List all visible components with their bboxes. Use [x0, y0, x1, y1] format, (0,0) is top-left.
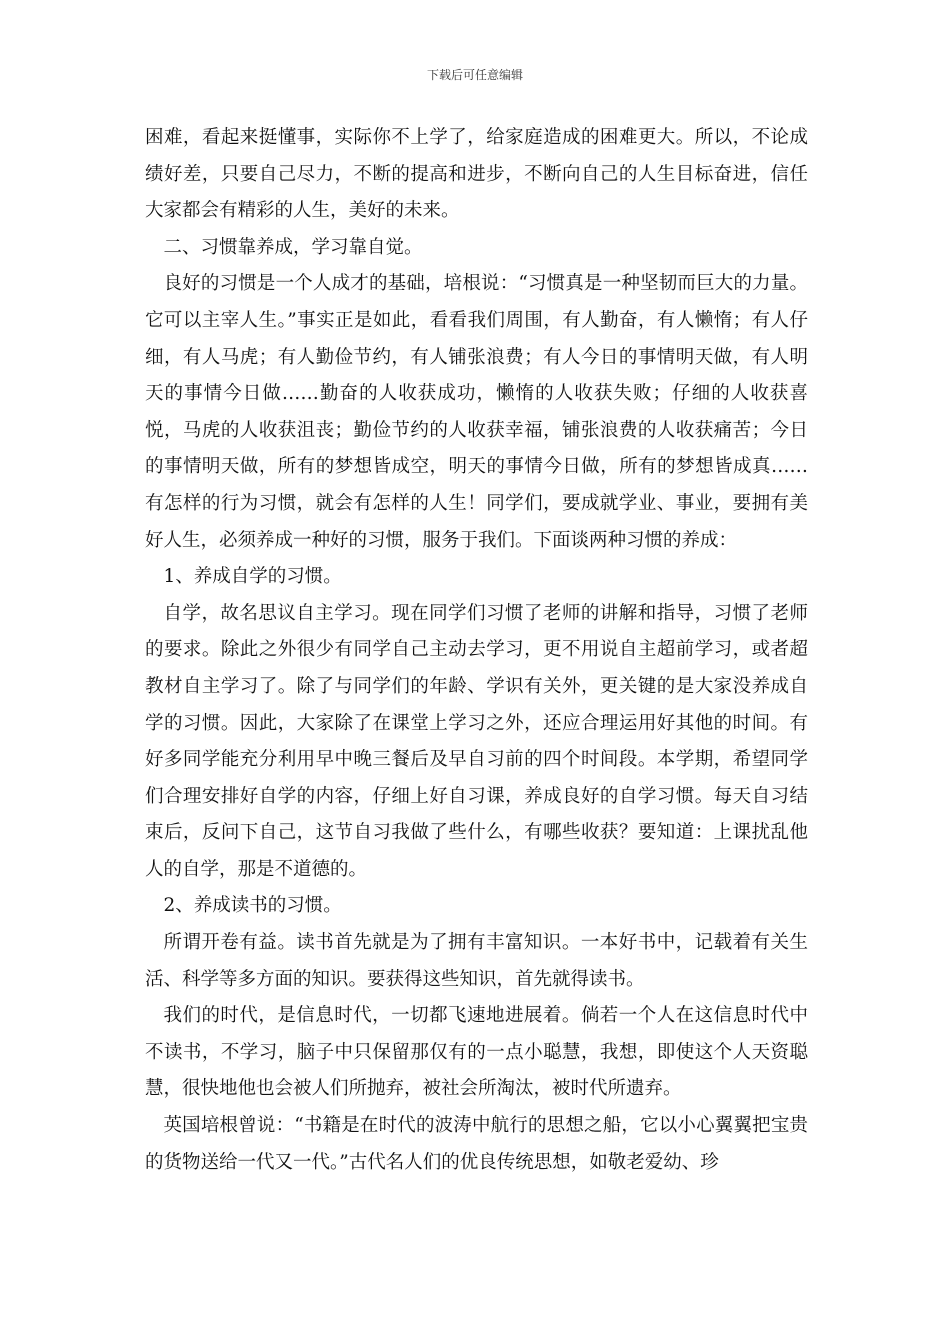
section-heading: 二、习惯靠养成，学习靠自觉。 [163, 236, 423, 258]
paragraph: 困难，看起来挺懂事，实际你不上学了，给家庭造成的困难更大。所以，不论成绩好差，只要自己尽力，不断的提高和进步，不断向自己的人生目标奋进，信任大家都会有精彩的人生，美好的未来。 [145, 127, 808, 222]
paragraph: 英国培根曾说：“书籍是在时代的波涛中航行的思想之船，它以小心翼翼把宝贵的货物送给一代又一代。”古代名人们的优良传统思想，如敬老爱幼、珍 [145, 1115, 808, 1173]
page-header: 下载后可任意编辑 [426, 68, 523, 82]
paragraph: 所谓开卷有益。读书首先就是为了拥有丰富知识。一本好书中，记载着有关生活、科学等多方面的知识。要获得这些知识，首先就得读书。 [145, 932, 808, 990]
paragraph: 自学，故名思议自主学习。现在同学们习惯了老师的讲解和指导，习惯了老师的要求。除此之外很少有同学自己主动去学习，更不用说自主超前学习，或者超教材自主学习了。除了与同学们的年龄、学识有关外，更关键的是大家没养成自学的习惯。因此，大家除了在课堂上学习之外，还应合理运用好其他的时间。有好多同学能充分利用早中晚三餐后及早自习前的四个时间段。本学期，希望同学们合理安排好自学的内容，仔细上好自习课，养成良好的自学习惯。每天自习结束后，反问下自己，这节自习我做了些什么，有哪些收获？要知道：上课扰乱他人的自学，那是不道德的。 [145, 602, 808, 880]
paragraph: 良好的习惯是一个人成才的基础，培根说：“习惯真是一种坚韧而巨大的力量。它可以主宰人生。”事实正是如此，看看我们周围，有人勤奋，有人懒惰；有人仔细，有人马虎；有人勤俭节约，有人铺张浪费；有人今日的事情明天做，有人明天的事情今日做……勤奋的人收获成功，懒惰的人收获失败；仔细的人收获喜悦，马虎的人收获沮丧；勤俭节约的人收获幸福，铺张浪费的人收获痛苦；今日的事情明天做，所有的梦想皆成空，明天的事情今日做，所有的梦想皆成真……有怎样的行为习惯，就会有怎样的人生！同学们，要成就学业、事业，要拥有美好人生，必须养成一种好的习惯，服务于我们。下面谈两种习惯的养成： [145, 273, 808, 551]
subsection-heading: 1、养成自学的习惯。 [163, 566, 342, 588]
subsection-heading: 2、养成读书的习惯。 [163, 895, 342, 917]
document-body [145, 120, 808, 1181]
paragraph: 我们的时代，是信息时代，一切都飞速地进展着。倘若一个人在这信息时代中不读书，不学习，脑子中只保留那仅有的一点小聪慧，我想，即使这个人天资聪慧，很快地他也会被人们所抛弃，被社会所淘汰，被时代所遗弃。 [145, 1005, 808, 1100]
